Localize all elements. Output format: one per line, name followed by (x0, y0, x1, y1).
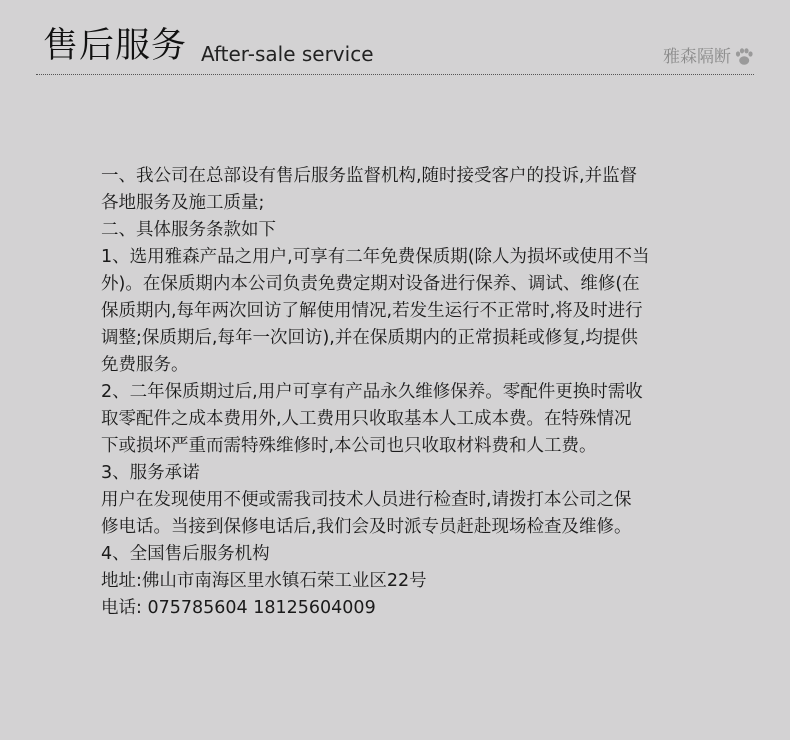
address-line: 地址:佛山市南海区里水镇石荣工业区22号 (101, 571, 427, 591)
service-terms (101, 163, 701, 622)
terms-line: 二、具体服务条款如下 (101, 220, 276, 240)
terms-line: 下或损坏严重而需特殊维修时,本公司也只收取材料费和人工费。 (101, 436, 597, 456)
page-subtitle: After-sale service (201, 42, 374, 66)
phone-line: 电话: 075785604 18125604009 (101, 598, 376, 618)
brand-name: 雅森隔断 (663, 47, 731, 67)
terms-line: 取零配件之成本费用外,人工费用只收取基本人工成本费。在特殊情况 (101, 409, 632, 429)
terms-line: 3、服务承诺 (101, 463, 200, 483)
page-header (0, 0, 790, 76)
terms-line: 一、我公司在总部设有售后服务监督机构,随时接受客户的投诉,并监督 (101, 166, 638, 186)
terms-line: 调整;保质期后,每年一次回访),并在保质期内的正常损耗或修复,均提供 (101, 328, 638, 348)
terms-line: 外)。在保质期内本公司负责免费定期对设备进行保养、调试、维修(在 (101, 274, 640, 294)
terms-line: 1、选用雅森产品之用户,可享有二年免费保质期(除人为损坏或使用不当 (101, 247, 650, 267)
terms-line: 免费服务。 (101, 355, 189, 375)
page-title: 售后服务 (43, 26, 188, 66)
terms-line: 用户在发现使用不便或需我司技术人员进行检查时,请拨打本公司之保 (101, 490, 632, 510)
header-divider (36, 74, 754, 75)
terms-line: 各地服务及施工质量; (101, 193, 265, 213)
terms-line: 保质期内,每年两次回访了解使用情况,若发生运行不正常时,将及时进行 (101, 301, 643, 321)
paw-icon (734, 48, 754, 66)
terms-line: 修电话。当接到保修电话后,我们会及时派专员赶赴现场检查及维修。 (101, 517, 632, 537)
terms-line: 4、全国售后服务机构 (101, 544, 270, 564)
brand-mark (663, 46, 754, 68)
terms-line: 2、二年保质期过后,用户可享有产品永久维修保养。零配件更换时需收 (101, 382, 643, 402)
